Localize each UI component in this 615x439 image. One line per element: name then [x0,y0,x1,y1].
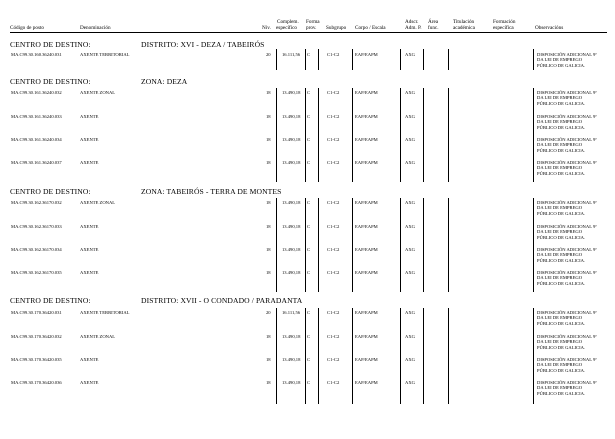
cell-adscr: AXG [405,247,415,252]
cell-obs-line-1: DISPOSICIÓN ADICIONAL 9ª [537,200,597,205]
col-header-complem: Complem. [277,19,299,25]
cell-forma: C [307,90,311,95]
cell-adscr: AXG [405,52,415,57]
cell-denominacion: AXENTE TERRITORIAL [80,52,130,57]
cell-adscr: AXG [405,224,415,229]
section-label: CENTRO DE DESTINO: [10,296,91,305]
cell-denominacion: AXENTE [80,137,99,142]
cell-denominacion: AXENTE [80,160,99,165]
column-rule [533,49,534,70]
cell-denominacion: AXENTE ZONAL [80,200,116,205]
cell-subgrupo: C1-C2 [327,357,340,362]
section-label: CENTRO DE DESTINO: [10,40,91,49]
cell-niv: 18 [266,160,271,165]
column-rule [533,308,534,404]
cell-subgrupo: C1-C2 [327,334,340,339]
column-rule [400,88,401,182]
section-label: CENTRO DE DESTINO: [10,77,91,86]
column-rule [533,198,534,292]
cell-adscr: AXG [405,137,415,142]
cell-obs-line-2: DA LEI DE EMPREGO [537,315,583,321]
column-rule [352,198,353,292]
col-header-codigo: Código de posto [10,25,45,31]
cell-forma: C [307,334,311,339]
column-rule [423,88,424,182]
cell-obs-line-1: DISPOSICIÓN ADICIONAL 9ª [537,224,597,229]
cell-codigo: MA.C99.30.160.36240.031 [11,52,62,57]
column-rule [318,308,319,404]
cell-obs-line-1: DISPOSICIÓN ADICIONAL 9ª [537,270,597,275]
cell-complem: 13.490,18 [282,160,301,165]
cell-adscr: AXG [405,200,415,205]
cell-denominacion: AXENTE [80,380,99,385]
section-value: DISTRITO: XVI - DEZA / TABEIRÓS [141,40,265,49]
cell-obs-line-1: DISPOSICIÓN ADICIONAL 9ª [537,310,597,315]
column-rule [305,308,306,404]
cell-forma: C [307,247,311,252]
cell-corpo: EAP/EAPM [355,200,378,205]
cell-subgrupo: C1-C2 [327,247,340,252]
header-divider [10,32,607,33]
cell-obs-line-1: DISPOSICIÓN ADICIONAL 9ª [537,247,597,252]
cell-obs-line-3: PÚBLICO DE GALICIA. [537,280,586,286]
column-rule [276,308,277,404]
cell-niv: 18 [266,137,271,142]
cell-obs-line-3: PÚBLICO DE GALICIA. [537,62,586,68]
cell-codigo: MA.C99.30.162.36170.033 [11,224,62,229]
cell-subgrupo: C1-C2 [327,224,340,229]
cell-subgrupo: C1-C2 [327,200,340,205]
cell-denominacion: AXENTE [80,114,99,119]
cell-obs-line-1: DISPOSICIÓN ADICIONAL 9ª [537,380,597,385]
cell-obs-line-3: PÚBLICO DE GALICIA. [537,100,586,106]
cell-obs-line-1: DISPOSICIÓN ADICIONAL 9ª [537,137,597,142]
column-rule [352,88,353,182]
cell-subgrupo: C1-C2 [327,114,340,119]
cell-niv: 18 [266,247,271,252]
cell-obs-line-3: PÚBLICO DE GALICIA. [537,234,586,240]
cell-obs-line-3: PÚBLICO DE GALICIA. [537,367,586,373]
cell-niv: 18 [266,270,271,275]
column-rule [448,88,449,182]
column-rule [318,88,319,182]
section-value: DISTRITO: XVII - O CONDADO / PARADANTA [141,296,303,305]
cell-complem: 13.490,18 [282,224,301,229]
column-rule [305,198,306,292]
col-header-titulacion: Titulación [453,19,475,25]
cell-obs-line-3: PÚBLICO DE GALICIA. [537,147,586,153]
cell-obs-line-1: DISPOSICIÓN ADICIONAL 9ª [537,90,597,95]
cell-niv: 18 [266,224,271,229]
cell-corpo: EAP/EAPM [355,247,378,252]
cell-forma: C [307,270,311,275]
cell-corpo: EAP/EAPM [355,160,378,165]
cell-adscr: AXG [405,114,415,119]
column-rule [423,308,424,404]
cell-subgrupo: C1-C2 [327,310,340,315]
column-rule [448,308,449,404]
cell-complem: 16.111,56 [282,52,301,57]
cell-adscr: AXG [405,270,415,275]
cell-forma: C [307,137,311,142]
cell-niv: 18 [266,114,271,119]
cell-forma: C [307,310,311,315]
cell-obs-line-1: DISPOSICIÓN ADICIONAL 9ª [537,160,597,165]
cell-forma: C [307,160,311,165]
column-rule [448,49,449,70]
cell-corpo: EAP/EAPM [355,357,378,362]
cell-niv: 18 [266,90,271,95]
cell-obs-line-3: PÚBLICO DE GALICIA. [537,170,586,176]
column-rule [318,198,319,292]
section-value: ZONA: DEZA [141,77,188,86]
cell-subgrupo: C1-C2 [327,270,340,275]
cell-niv: 18 [266,200,271,205]
cell-codigo: MA.C99.30.161.36240.034 [11,137,62,142]
cell-denominacion: AXENTE [80,224,99,229]
cell-obs-line-2: DA LEI DE EMPREGO [537,205,583,211]
cell-forma: C [307,114,311,119]
cell-denominacion: AXENTE [80,357,99,362]
cell-subgrupo: C1-C2 [327,160,340,165]
cell-niv: 20 [266,52,271,57]
col-header-formacion: Formación [493,19,516,25]
cell-codigo: MA.C99.30.170.36420.032 [11,334,62,339]
cell-complem: 13.490,18 [282,247,301,252]
cell-corpo: EAP/EAPM [355,224,378,229]
cell-obs-line-2: DA LEI DE EMPREGO [537,229,583,235]
cell-forma: C [307,357,311,362]
cell-codigo: MA.C99.30.170.36420.035 [11,357,62,362]
cell-adscr: AXG [405,160,415,165]
cell-adscr: AXG [405,380,415,385]
col-header-adscr: Adscr. [405,19,419,25]
cell-corpo: EAP/EAPM [355,380,378,385]
col-header-especifico: específico [276,25,298,31]
section-value: ZONA: TABEIRÓS - TERRA DE MONTES [141,187,282,196]
cell-complem: 13.490,18 [282,90,301,95]
cell-obs-line-2: DA LEI DE EMPREGO [537,252,583,258]
cell-obs-line-2: DA LEI DE EMPREGO [537,339,583,345]
cell-codigo: MA.C99.30.162.36170.032 [11,200,62,205]
cell-forma: C [307,52,311,57]
cell-complem: 13.490,18 [282,114,301,119]
cell-corpo: EAP/EAPM [355,52,378,57]
column-rule [305,88,306,182]
col-header-denominacion: Denominación [80,25,111,31]
col-header-especifica: específica [493,25,514,31]
col-header-adm-p: Adm. P. [405,25,422,31]
column-rule [276,88,277,182]
cell-obs-line-3: PÚBLICO DE GALICIA. [537,210,586,216]
column-rule [352,308,353,404]
column-rule [318,49,319,70]
cell-denominacion: AXENTE TERRITORIAL [80,310,130,315]
cell-codigo: MA.C99.30.161.36240.032 [11,90,62,95]
column-rule [400,198,401,292]
cell-subgrupo: C1-C2 [327,90,340,95]
cell-corpo: EAP/EAPM [355,114,378,119]
cell-niv: 18 [266,380,271,385]
cell-obs-line-2: DA LEI DE EMPREGO [537,165,583,171]
cell-corpo: EAP/EAPM [355,137,378,142]
cell-corpo: EAP/EAPM [355,90,378,95]
cell-obs-line-2: DA LEI DE EMPREGO [537,142,583,148]
cell-complem: 16.111,56 [282,310,301,315]
cell-adscr: AXG [405,334,415,339]
cell-subgrupo: C1-C2 [327,137,340,142]
cell-obs-line-2: DA LEI DE EMPREGO [537,275,583,281]
cell-adscr: AXG [405,310,415,315]
col-header-academica: académica [453,25,475,31]
column-rule [276,198,277,292]
cell-codigo: MA.C99.30.170.36420.031 [11,310,62,315]
cell-complem: 13.490,18 [282,380,301,385]
col-header-niv: Niv. [262,25,271,31]
cell-obs-line-2: DA LEI DE EMPREGO [537,362,583,368]
cell-codigo: MA.C99.30.161.36240.037 [11,160,62,165]
cell-denominacion: AXENTE [80,270,99,275]
cell-obs-line-1: DISPOSICIÓN ADICIONAL 9ª [537,114,597,119]
cell-denominacion: AXENTE ZONAL [80,90,116,95]
cell-codigo: MA.C99.30.162.36170.035 [11,270,62,275]
column-rule [305,49,306,70]
cell-denominacion: AXENTE [80,247,99,252]
cell-codigo: MA.C99.30.162.36170.034 [11,247,62,252]
column-rule [423,49,424,70]
cell-codigo: MA.C99.30.170.36420.036 [11,380,62,385]
cell-obs-line-3: PÚBLICO DE GALICIA. [537,124,586,130]
cell-obs-line-3: PÚBLICO DE GALICIA. [537,390,586,396]
cell-obs-line-2: DA LEI DE EMPREGO [537,57,583,63]
cell-niv: 18 [266,357,271,362]
cell-obs-line-2: DA LEI DE EMPREGO [537,95,583,101]
cell-obs-line-3: PÚBLICO DE GALICIA. [537,320,586,326]
cell-complem: 13.490,18 [282,357,301,362]
cell-forma: C [307,380,311,385]
cell-niv: 18 [266,334,271,339]
column-rule [423,198,424,292]
column-rule [400,308,401,404]
cell-subgrupo: C1-C2 [327,380,340,385]
cell-complem: 13.490,18 [282,137,301,142]
col-header-observacions: Observacións [535,25,564,31]
cell-obs-line-1: DISPOSICIÓN ADICIONAL 9ª [537,52,597,57]
column-rule [400,49,401,70]
cell-subgrupo: C1-C2 [327,52,340,57]
col-header-forma: Forma [306,19,320,25]
cell-forma: C [307,200,311,205]
cell-obs-line-1: DISPOSICIÓN ADICIONAL 9ª [537,334,597,339]
column-rule [276,49,277,70]
col-header-area: Área [428,19,439,25]
cell-obs-line-3: PÚBLICO DE GALICIA. [537,257,586,263]
cell-corpo: EAP/EAPM [355,270,378,275]
cell-obs-line-2: DA LEI DE EMPREGO [537,119,583,125]
column-rule [448,198,449,292]
cell-obs-line-3: PÚBLICO DE GALICIA. [537,344,586,350]
cell-forma: C [307,224,311,229]
cell-complem: 13.490,18 [282,334,301,339]
cell-corpo: EAP/EAPM [355,310,378,315]
col-header-func: func. [428,25,439,31]
cell-adscr: AXG [405,357,415,362]
col-header-prov: prov. [306,25,317,31]
cell-obs-line-1: DISPOSICIÓN ADICIONAL 9ª [537,357,597,362]
cell-codigo: MA.C99.30.161.36240.033 [11,114,62,119]
section-label: CENTRO DE DESTINO: [10,187,91,196]
column-rule [352,49,353,70]
cell-denominacion: AXENTE ZONAL [80,334,116,339]
col-header-subgrupo: Subgrupo [326,25,347,31]
cell-complem: 13.490,18 [282,270,301,275]
cell-obs-line-2: DA LEI DE EMPREGO [537,385,583,391]
cell-complem: 13.490,18 [282,200,301,205]
column-rule [533,88,534,182]
cell-adscr: AXG [405,90,415,95]
col-header-corpo: Corpo / Escala [355,25,386,31]
cell-corpo: EAP/EAPM [355,334,378,339]
cell-niv: 20 [266,310,271,315]
